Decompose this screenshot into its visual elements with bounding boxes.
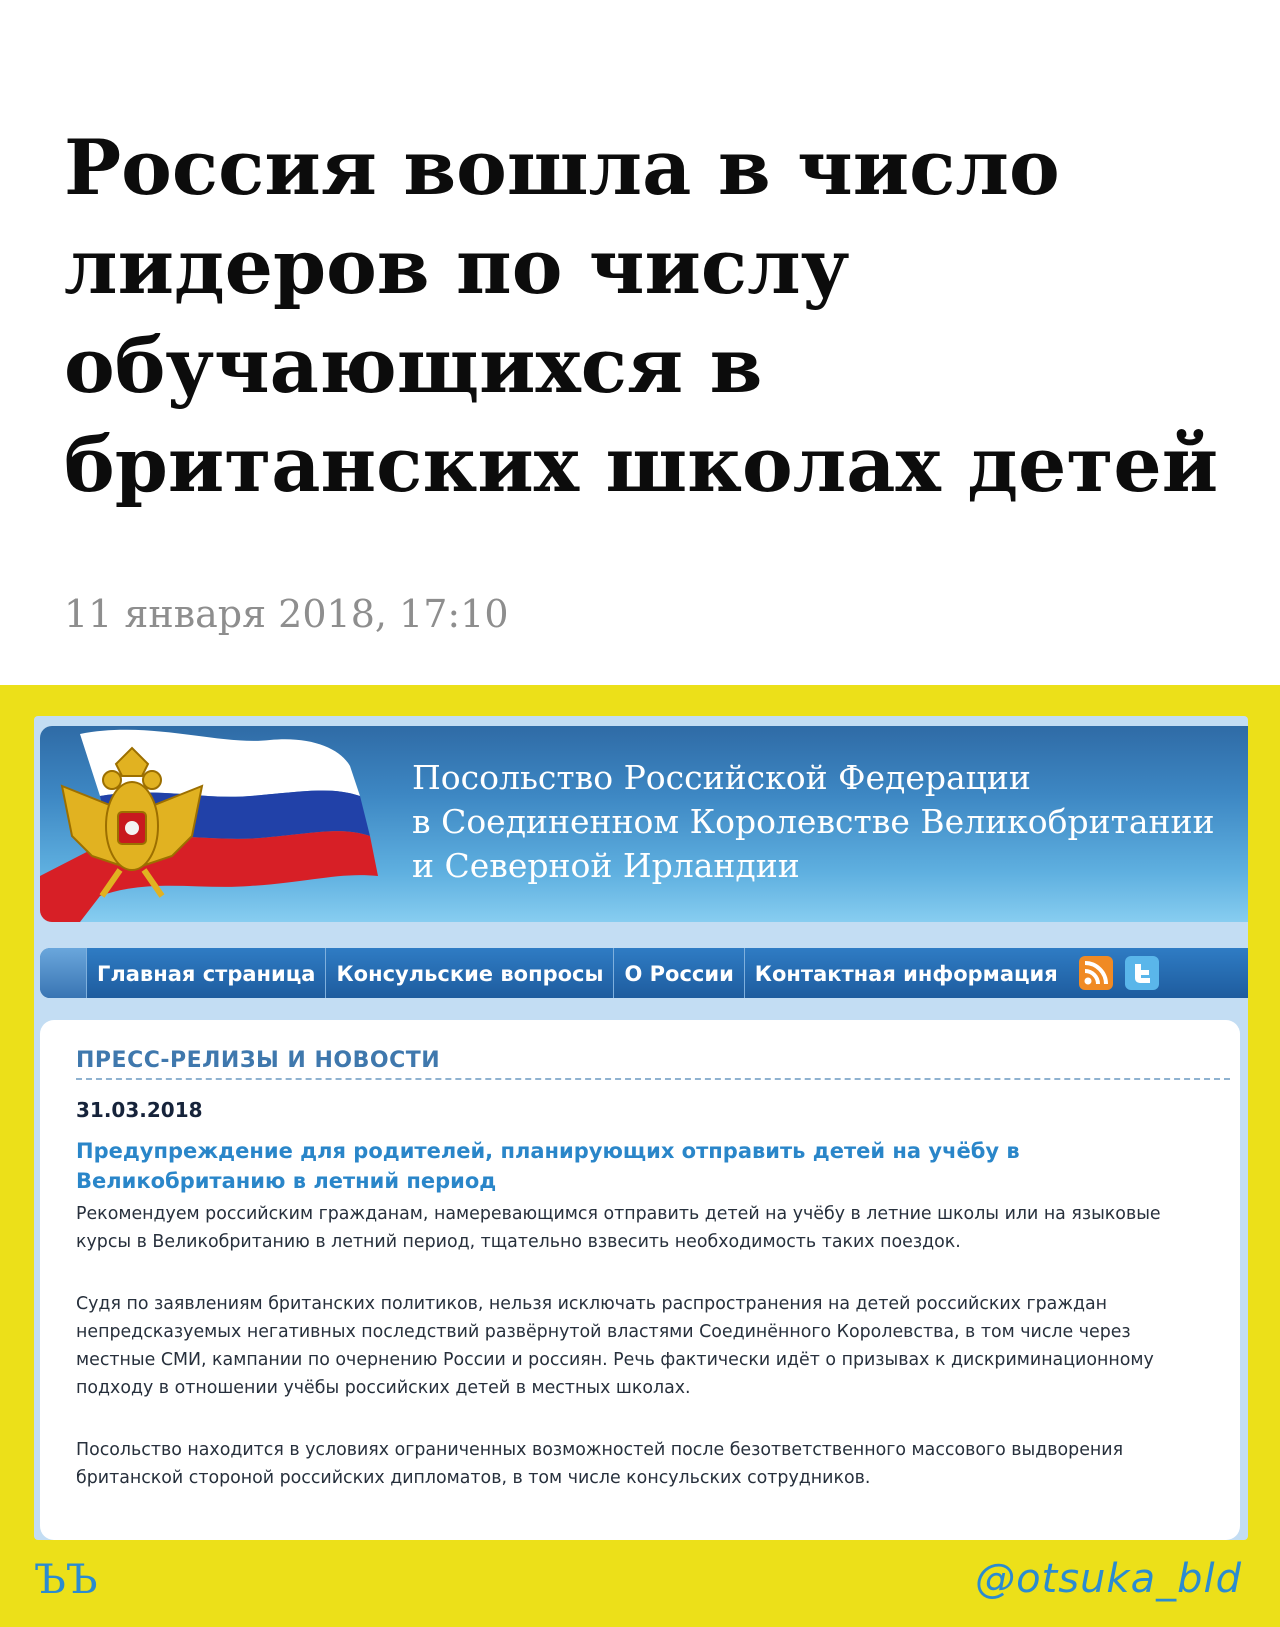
article-headline: Россия вошла в число лидеров по числу обучающихся в британских школах детей (64, 123, 1219, 509)
article-date: 11 января 2018, 17:10 (64, 592, 509, 636)
watermark-left: ЪЪ (34, 1557, 98, 1603)
embassy-title-line-3: и Северной Ирландии (412, 846, 800, 885)
nav-cap (40, 948, 86, 998)
nav-item-home[interactable]: Главная страница (86, 948, 325, 998)
nav-item-consular[interactable]: Консульские вопросы (325, 948, 613, 998)
section-divider (76, 1078, 1230, 1080)
news-paragraph-1: Рекомендуем российским гражданам, намеревающимся отправить детей на учёбу в летние школы или на языковые курсы в Великобританию в летний период, тщательно взвесить необходимость таких поездок. (76, 1204, 1161, 1252)
watermark-right: @otsuka_bld (975, 1556, 1242, 1602)
nav-item-contacts[interactable]: Контактная информация (744, 948, 1068, 998)
embassy-banner (40, 726, 1248, 922)
news-paragraph-3: Посольство находится в условиях ограниченных возможностей после безответственного массового выдворения британской стороной российских дипломатов, в том числе консульских сотрудников. (76, 1440, 1124, 1488)
news-date: 31.03.2018 (76, 1098, 203, 1122)
coat-of-arms-flag-image (40, 726, 380, 922)
embassy-screenshot (34, 716, 1248, 1540)
news-content (40, 1020, 1240, 1540)
nav-item-about-russia[interactable]: О России (613, 948, 743, 998)
embassy-title-line-1: Посольство Российской Федерации (412, 758, 1031, 797)
embassy-title-line-2: в Соединенном Королевстве Великобритании (412, 802, 1215, 841)
rss-icon[interactable] (1078, 955, 1114, 991)
section-heading: ПРЕСС-РЕЛИЗЫ И НОВОСТИ (76, 1048, 441, 1073)
news-title-link[interactable]: Предупреждение для родителей, планирующих отправить детей на учёбу в Великобританию в летний период (76, 1139, 1020, 1193)
news-paragraph-2: Судя по заявлениям британских политиков, нельзя исключать распространения на детей российских граждан непредсказуемых негативных последствий развёрнутой властями Соединённого Королевства, в том числе через местные СМИ, кампании по очернению России и россиян. Речь фактически идёт о призывах к дискриминационному подходу в отношении учёбы российских детей в местных школах. (76, 1294, 1154, 1398)
main-nav (40, 948, 1248, 998)
twitter-icon[interactable] (1124, 955, 1160, 991)
embassy-title (412, 756, 1242, 888)
